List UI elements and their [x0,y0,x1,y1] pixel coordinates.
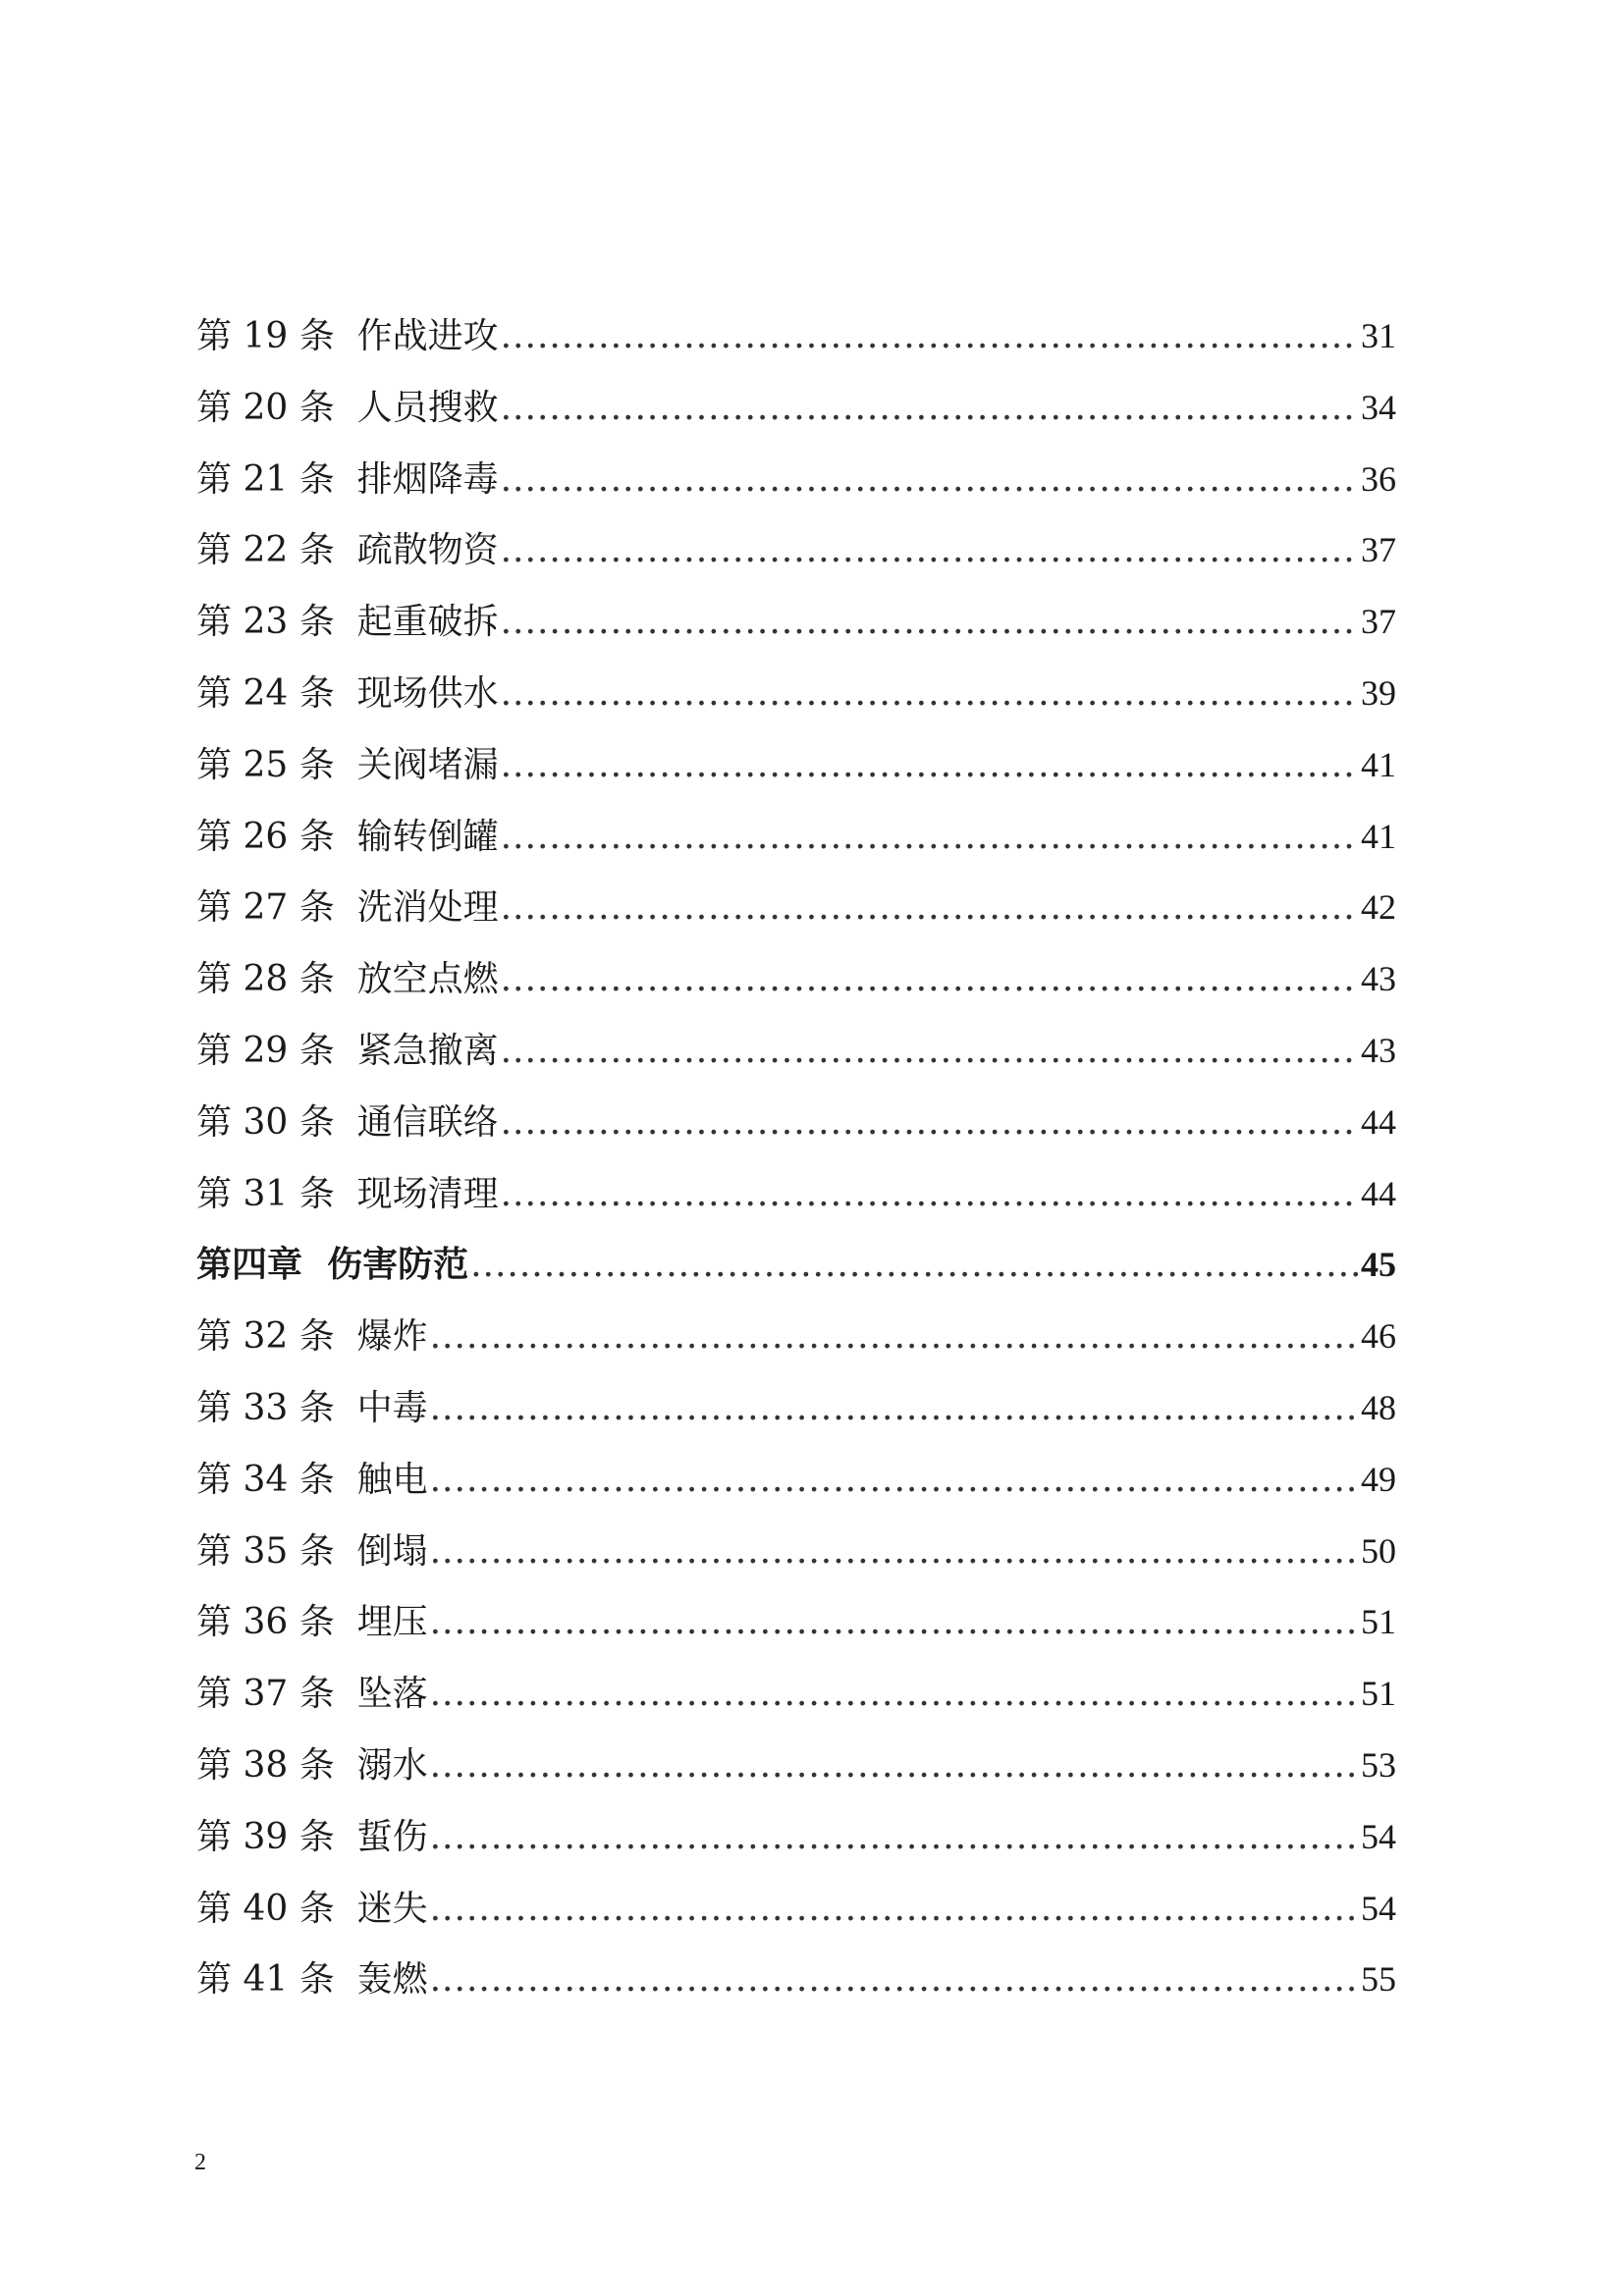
dot-leader [501,515,1359,587]
toc-entry-article-21[interactable] [196,444,1396,515]
dot-leader [430,1373,1359,1445]
toc-entry-page-number: 41 [1361,744,1396,784]
toc-entry-prefix: 第 25 条 [196,744,357,785]
dot-leader [501,1088,1359,1159]
toc-entry-title: 伤害防范 [327,1244,469,1286]
toc-entry-page-number: 54 [1361,1888,1396,1928]
toc-entry-prefix: 第 21 条 [196,458,357,500]
dot-leader [501,373,1359,445]
toc-entry-prefix: 第 33 条 [196,1387,357,1428]
toc-entry-prefix: 第 20 条 [196,387,357,428]
toc-entry-article-31[interactable] [196,1158,1396,1230]
toc-entry-article-23[interactable] [196,586,1396,658]
dot-leader [501,587,1359,659]
toc-entry-page-number: 39 [1361,672,1396,713]
dot-leader [501,873,1359,944]
toc-entry-article-20[interactable] [196,372,1396,444]
toc-entry-prefix: 第 36 条 [196,1602,357,1643]
dot-leader [501,445,1359,516]
toc-entry-prefix: 第 41 条 [196,1959,357,2001]
toc-entry-page-number: 54 [1361,1816,1396,1856]
dot-leader [501,659,1359,730]
toc-entry-page-number: 51 [1361,1602,1396,1642]
toc-entry-prefix: 第 19 条 [196,316,357,356]
toc-entry-title: 迷失 [356,1888,428,1929]
dot-leader [430,1874,1359,1946]
toc-entry-title: 爆炸 [356,1316,428,1358]
dot-leader [430,1659,1359,1731]
toc-entry-prefix: 第 39 条 [196,1816,357,1857]
toc-entry-title: 倒塌 [356,1530,428,1572]
toc-entry-prefix: 第四章 [196,1244,328,1286]
toc-entry-page-number: 49 [1361,1459,1396,1499]
toc-entry-prefix: 第 26 条 [196,816,357,857]
toc-entry-page-number: 46 [1361,1316,1396,1357]
dot-leader [501,944,1359,1016]
toc-entry-article-29[interactable] [196,1015,1396,1087]
toc-entry-prefix: 第 37 条 [196,1674,357,1715]
toc-entry-page-number: 44 [1361,1173,1396,1213]
table-of-contents [196,300,1396,2015]
toc-entry-article-28[interactable] [196,943,1396,1015]
toc-entry-title: 紧急撤离 [356,1030,499,1071]
toc-entry-title: 排烟降毒 [356,458,499,500]
toc-entry-article-19[interactable] [196,300,1396,372]
toc-entry-article-39[interactable] [196,1801,1396,1873]
toc-entry-prefix: 第 27 条 [196,887,357,929]
toc-entry-title: 人员搜救 [356,387,499,428]
toc-entry-article-36[interactable] [196,1586,1396,1658]
dot-leader [430,1802,1359,1874]
toc-entry-prefix: 第 24 条 [196,672,357,714]
toc-entry-title: 放空点燃 [356,959,499,1000]
toc-entry-page-number: 45 [1361,1245,1396,1285]
dot-leader [430,1587,1359,1659]
toc-entry-prefix: 第 23 条 [196,602,357,643]
toc-entry-title: 通信联络 [356,1101,499,1143]
toc-entry-page-number: 44 [1361,1101,1396,1142]
toc-entry-prefix: 第 31 条 [196,1173,357,1214]
toc-entry-title: 坠落 [356,1674,428,1715]
toc-entry-article-37[interactable] [196,1658,1396,1730]
dot-leader [430,1445,1359,1517]
toc-entry-page-number: 42 [1361,887,1396,928]
toc-entry-article-35[interactable] [196,1516,1396,1587]
toc-entry-title: 关阀堵漏 [356,744,499,785]
toc-entry-page-number: 53 [1361,1744,1396,1785]
toc-entry-prefix: 第 32 条 [196,1316,357,1358]
toc-entry-title: 蜇伤 [356,1816,428,1857]
dot-leader [501,301,1359,373]
toc-entry-chapter-4[interactable] [196,1229,1396,1301]
toc-entry-title: 输转倒罐 [356,816,499,857]
toc-entry-prefix: 第 22 条 [196,530,357,571]
toc-entry-page-number: 37 [1361,602,1396,642]
page-number: 2 [194,2150,206,2175]
toc-entry-page-number: 37 [1361,530,1396,570]
dot-leader [430,1945,1359,2016]
dot-leader [430,1731,1359,1802]
toc-entry-title: 中毒 [356,1387,428,1428]
toc-entry-article-32[interactable] [196,1301,1396,1372]
toc-entry-title: 触电 [356,1459,428,1500]
toc-entry-article-25[interactable] [196,729,1396,801]
dot-leader [430,1517,1359,1588]
toc-entry-article-22[interactable] [196,514,1396,586]
toc-entry-prefix: 第 35 条 [196,1530,357,1572]
dot-leader [501,1016,1359,1088]
toc-entry-prefix: 第 40 条 [196,1888,357,1929]
toc-entry-title: 现场清理 [356,1173,499,1214]
toc-entry-title: 埋压 [356,1602,428,1643]
dot-leader [501,802,1359,874]
toc-entry-page-number: 50 [1361,1530,1396,1571]
toc-entry-title: 轰燃 [356,1959,428,2001]
toc-entry-title: 现场供水 [356,672,499,714]
dot-leader [470,1230,1359,1302]
toc-entry-article-38[interactable] [196,1730,1396,1801]
toc-entry-page-number: 31 [1361,316,1396,355]
toc-entry-article-27[interactable] [196,872,1396,943]
toc-entry-page-number: 34 [1361,387,1396,427]
toc-entry-article-33[interactable] [196,1372,1396,1444]
toc-entry-prefix: 第 28 条 [196,959,357,1000]
toc-entry-title: 洗消处理 [356,887,499,929]
toc-entry-page-number: 43 [1361,1030,1396,1070]
dot-leader [501,730,1359,802]
toc-entry-article-30[interactable] [196,1087,1396,1158]
dot-leader [430,1302,1359,1373]
toc-entry-prefix: 第 29 条 [196,1030,357,1071]
toc-entry-article-24[interactable] [196,658,1396,729]
toc-entry-title: 疏散物资 [356,530,499,571]
toc-entry-page-number: 51 [1361,1674,1396,1714]
toc-entry-article-40[interactable] [196,1873,1396,1945]
toc-entry-article-26[interactable] [196,801,1396,873]
toc-entry-page-number: 36 [1361,458,1396,499]
toc-entry-title: 溺水 [356,1744,428,1786]
toc-entry-prefix: 第 30 条 [196,1101,357,1143]
toc-entry-page-number: 41 [1361,816,1396,856]
toc-entry-article-41[interactable] [196,1944,1396,2015]
toc-entry-page-number: 48 [1361,1387,1396,1427]
toc-entry-prefix: 第 38 条 [196,1744,357,1786]
toc-entry-title: 作战进攻 [356,316,499,356]
toc-entry-article-34[interactable] [196,1444,1396,1516]
toc-entry-page-number: 55 [1361,1959,1396,2000]
toc-entry-prefix: 第 34 条 [196,1459,357,1500]
toc-entry-page-number: 43 [1361,959,1396,999]
toc-entry-title: 起重破拆 [356,602,499,643]
dot-leader [501,1159,1359,1231]
